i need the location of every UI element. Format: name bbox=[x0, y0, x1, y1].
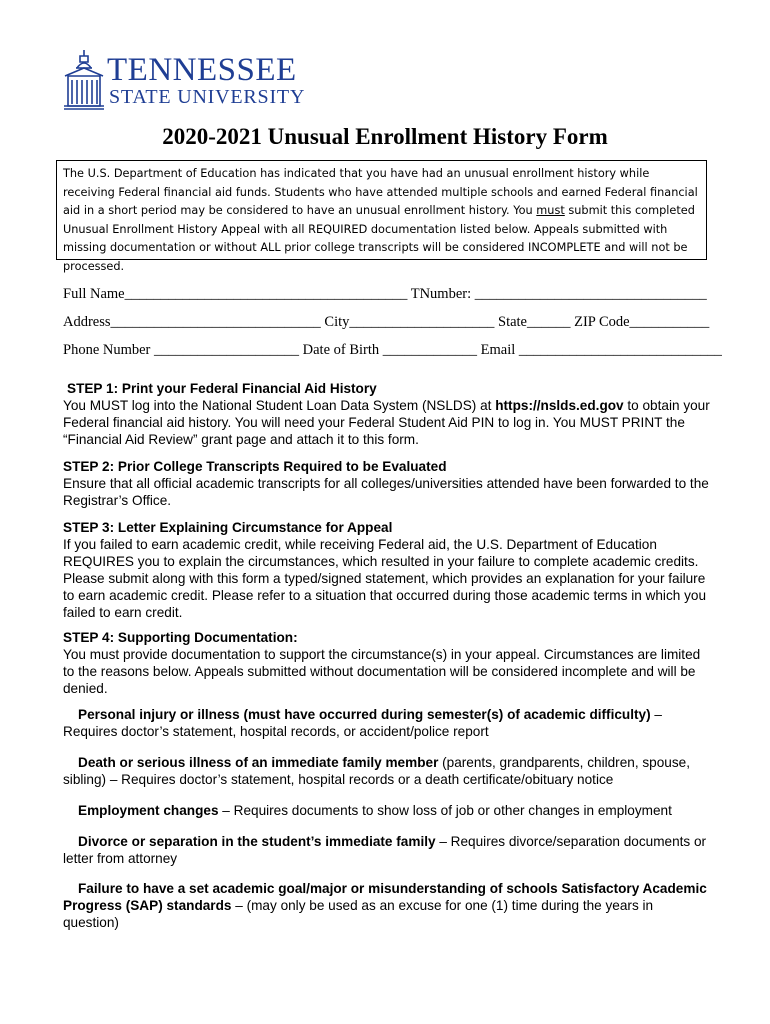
notice-text-2: submit this completed Unusual Enrollment History Appeal with all REQUIRED documentation listed below. Appeals submitted with missing documentation or without ALL prior college transcripts will be considered INCOMPLETE and will not be processed. bbox=[63, 204, 695, 273]
logo-wordmark-line1: TENNESSEE bbox=[107, 52, 297, 88]
notice-emphasis: must bbox=[536, 204, 565, 218]
notice-text-1: The U.S. Department of Education has indicated that you have had an unusual enrollment history while receiving Federal financial aid funds. Students who have attended multiple schools and earned Federal financial aid in a short period may be considered to have an unusual enrollment history. You bbox=[63, 167, 698, 218]
step2-heading: STEP 2: Prior College Transcripts Required to be Evaluated bbox=[63, 459, 447, 474]
step3-text: If you failed to earn academic credit, while receiving Federal aid, the U.S. Department of Education REQUIRES you to explain the circumstances, which resulted in your failure to complete academic credits. Please submit along with this form a typed/signed statement, which provides an explanation for your failure to earn academic credit. Please refer to a situation that occurred during those academic terms in which you failed to earn credit. bbox=[63, 537, 707, 620]
step3-heading: STEP 3: Letter Explaining Circumstance for Appeal bbox=[63, 520, 393, 535]
reason-item-employment: Employment changes – Requires documents to show loss of job or other changes in employment bbox=[78, 803, 672, 818]
logo-wordmark-line2: STATE UNIVERSITY bbox=[109, 86, 306, 108]
name-tnumber-row[interactable]: Full Name_______________________________________ TNumber: ________________________________ bbox=[63, 286, 707, 302]
phone-dob-email-row[interactable]: Phone Number ____________________ Date of Birth _____________ Email ____________________________ bbox=[63, 342, 722, 358]
form-title: 2020-2021 Unusual Enrollment History Form bbox=[162, 124, 608, 149]
reason-item-divorce: Divorce or separation in the student’s immediate family – Requires divorce/separation documents or letter from attorney bbox=[63, 834, 707, 866]
step2-text: Ensure that all official academic transcripts for all colleges/universities attended have been forwarded to the Registrar’s Office. bbox=[63, 476, 709, 508]
step4-text: You must provide documentation to support the circumstance(s) in your appeal. Circumstances are limited to the reasons below. Appeals submitted without documentation will be considered incomplete and will be denied. bbox=[63, 647, 701, 696]
nslds-link[interactable]: https://nslds.ed.gov bbox=[495, 398, 624, 413]
reason-item-death: Death or serious illness of an immediate family member (parents, grandparents, children, spouse, sibling) – Requires doctor’s statement, hospital records or a death certificate/obituary notice bbox=[63, 755, 690, 787]
address-row[interactable]: Address_____________________________ City____________________ State______ ZIP Code___________ bbox=[63, 314, 710, 330]
step1-heading: STEP 1: Print your Federal Financial Aid History bbox=[67, 381, 377, 396]
reason-item-sap: Failure to have a set academic goal/major or misunderstanding of schools Satisfactory Academic Progress (SAP) standards – (may only be used as an excuse for one (1) time during the years in question) bbox=[63, 881, 707, 930]
step4-heading: STEP 4: Supporting Documentation: bbox=[63, 630, 298, 645]
step1-text: You MUST log into the National Student Loan Data System (NSLDS) at https://nslds.ed.gov to obtain your Federal financial aid history. You will need your Federal Student Aid PIN to log in. You MUST PRINT the “Financial Aid Review” grant page and attach it to this form. bbox=[63, 398, 710, 447]
notice-box bbox=[56, 160, 707, 273]
reason-item-injury: Personal injury or illness (must have occurred during semester(s) of academic difficulty) – Requires doctor’s statement, hospital records, or accident/police report bbox=[63, 707, 662, 739]
